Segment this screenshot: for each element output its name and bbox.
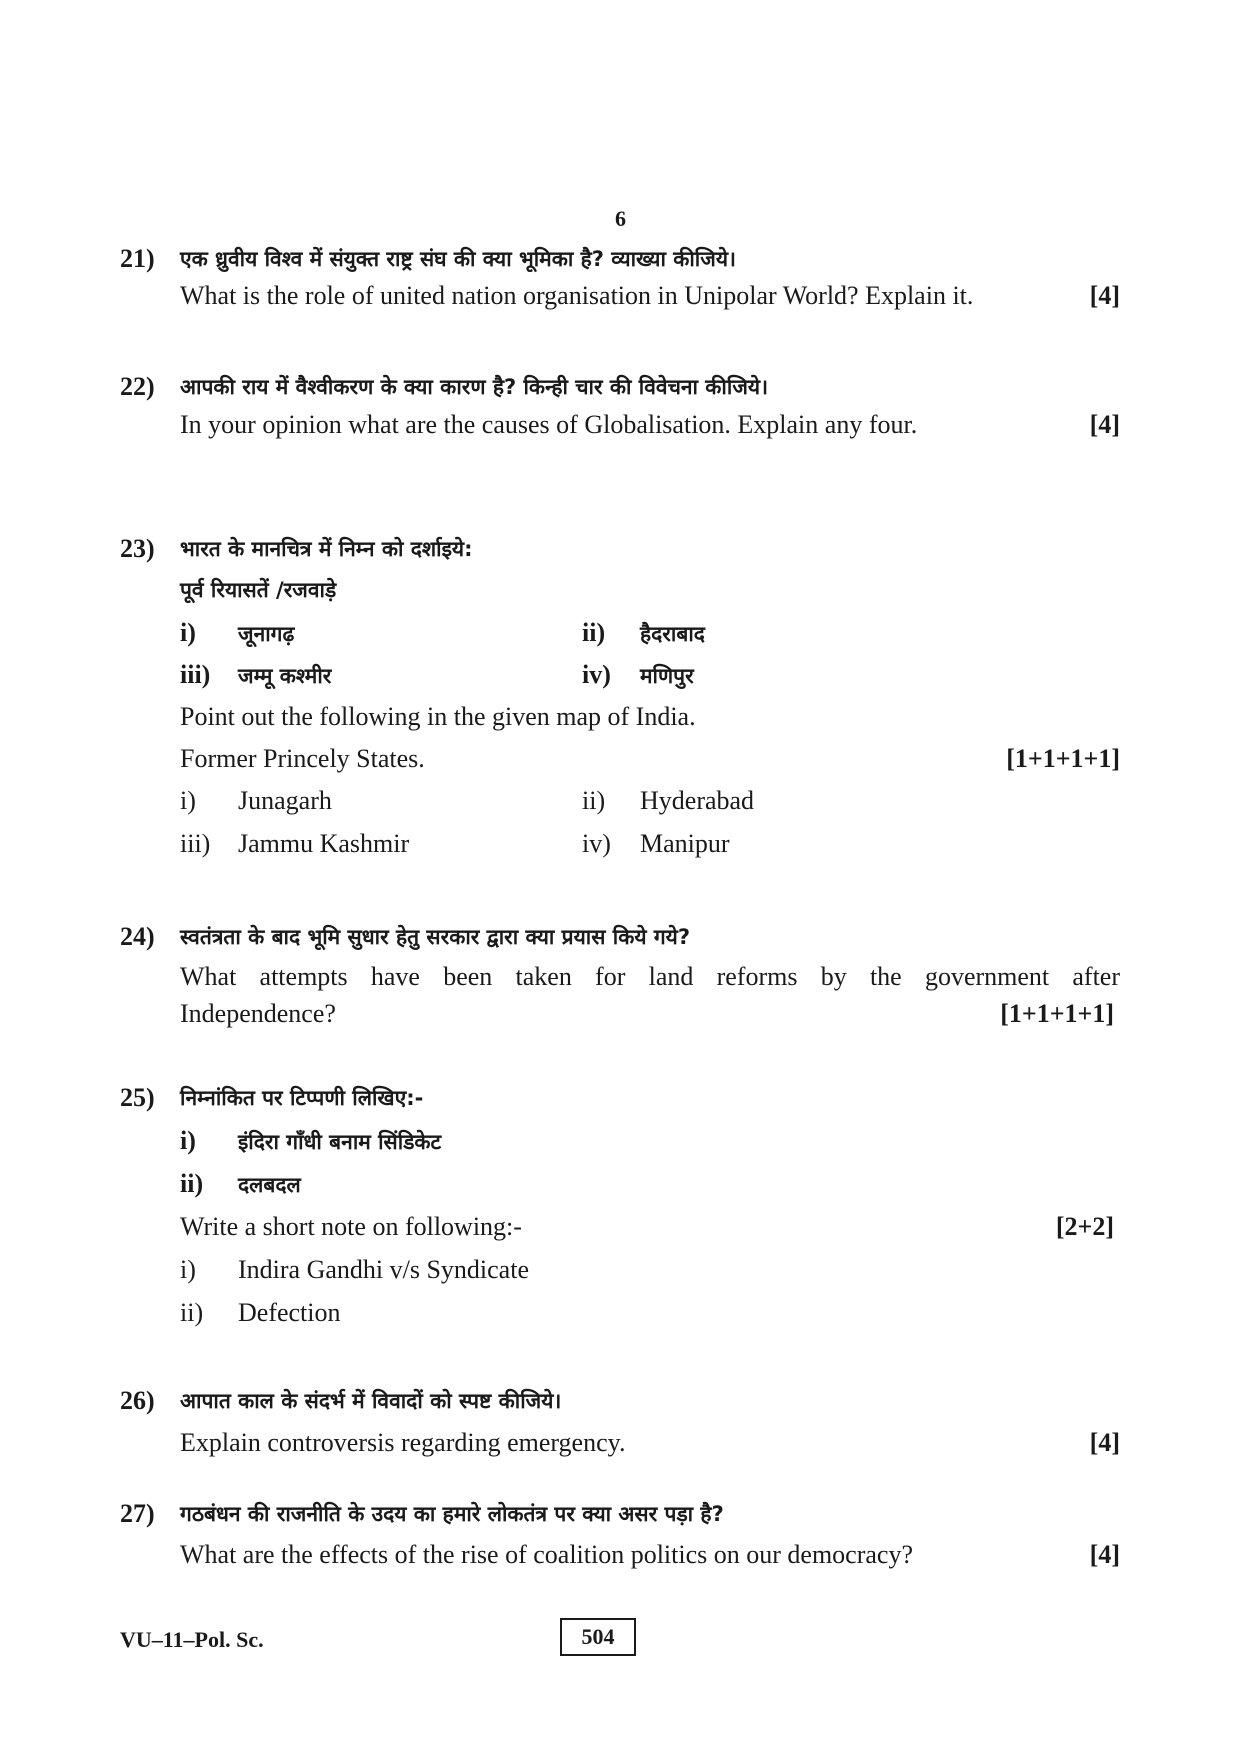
question-english: Point out the following in the given map of India. [180, 702, 696, 731]
question-marks: [4] [1089, 281, 1120, 310]
question-number: 23) [120, 534, 155, 563]
english-item: iii) Jammu Kashmir [180, 829, 410, 858]
page-code-box: 504 [560, 1618, 636, 1656]
question-hindi: निम्नांकित पर टिप्पणी लिखिए:- [180, 1086, 424, 1110]
question-number: 27) [120, 1499, 155, 1528]
question-english-subtitle: Former Princely States. [180, 744, 425, 773]
english-item: ii) Defection [180, 1298, 341, 1327]
page-number: 6 [615, 206, 626, 231]
question-hindi-subtitle: पूर्व रियासतें /रजवाड़े [180, 578, 337, 602]
question-number: 24) [120, 922, 155, 951]
question-number: 25) [120, 1083, 155, 1112]
hindi-item: iv) मणिपुर [582, 660, 694, 689]
hindi-item: i) इंदिरा गाँधी बनाम सिंडिकेट [180, 1126, 442, 1155]
question-number: 21) [120, 244, 155, 273]
question-english: What are the effects of the rise of coalition politics on our democracy? [180, 1540, 914, 1569]
english-item: i) Junagarh [180, 786, 332, 815]
question-hindi: आपात काल के संदर्भ में विवादों को स्पष्ट कीजिये। [180, 1389, 562, 1413]
question-english-continued: Independence? [180, 999, 336, 1028]
english-item: i) Indira Gandhi v/s Syndicate [180, 1255, 529, 1284]
question-hindi: स्वतंत्रता के बाद भूमि सुधार हेतु सरकार द्वारा क्या प्रयास किये गये? [180, 925, 690, 949]
hindi-item: i) जूनागढ़ [180, 618, 295, 647]
question-number: 22) [120, 372, 155, 401]
question-marks: [4] [1089, 410, 1120, 439]
question-marks: [1+1+1+1] [1000, 999, 1114, 1028]
question-hindi: आपकी राय में वैश्वीकरण के क्या कारण है? किन्ही चार की विवेचना कीजिये। [180, 375, 769, 399]
question-hindi: भारत के मानचित्र में निम्न को दर्शाइये: [180, 537, 473, 561]
question-english: What attempts have been taken for land reforms by the government after [180, 962, 1120, 991]
question-marks: [1+1+1+1] [1006, 744, 1120, 773]
english-item: iv) Manipur [582, 829, 730, 858]
question-marks: [4] [1089, 1540, 1120, 1569]
question-hindi: एक ध्रुवीय विश्व में संयुक्त राष्ट्र संघ की क्या भूमिका है? व्याख्या कीजिये। [180, 247, 736, 271]
paper-code: VU–11–Pol. Sc. [120, 1627, 264, 1652]
question-number: 26) [120, 1386, 155, 1415]
english-item: ii) Hyderabad [582, 786, 755, 815]
question-english: Explain controversis regarding emergency. [180, 1428, 626, 1457]
hindi-item: iii) जम्मू कश्मीर [180, 660, 332, 689]
question-english: Write a short note on following:- [180, 1212, 522, 1241]
hindi-item: ii) हैदराबाद [582, 618, 705, 647]
hindi-item: ii) दलबदल [180, 1169, 301, 1198]
question-english: What is the role of united nation organisation in Unipolar World? Explain it. [180, 281, 974, 310]
question-hindi: गठबंधन की राजनीति के उदय का हमारे लोकतंत्र पर क्या असर पड़ा है? [180, 1502, 724, 1526]
question-marks: [4] [1089, 1428, 1120, 1457]
question-english: In your opinion what are the causes of Globalisation. Explain any four. [180, 410, 918, 439]
question-marks: [2+2] [1055, 1212, 1114, 1241]
